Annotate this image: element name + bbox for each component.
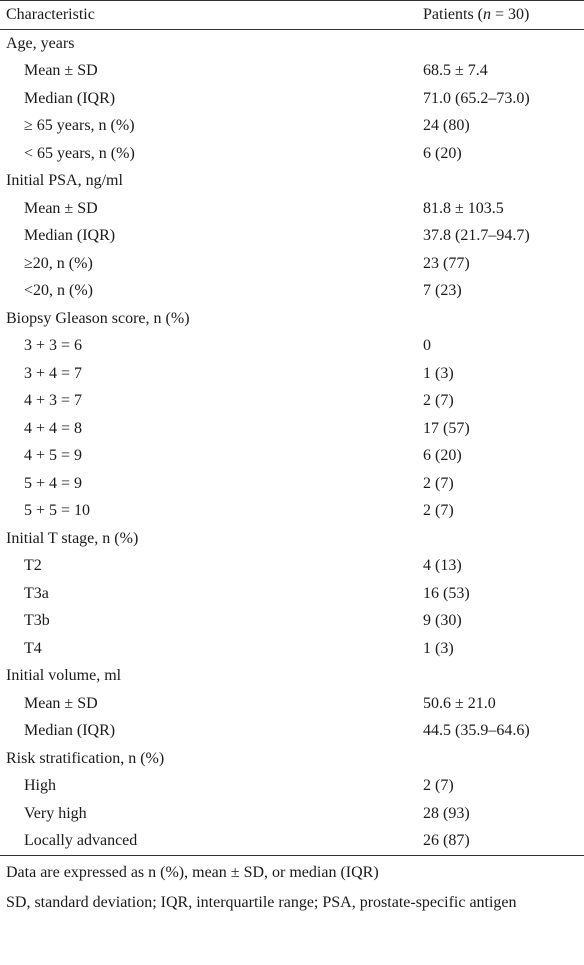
row-value: 50.6 ± 21.0 (423, 694, 496, 712)
row-value: 24 (80) (423, 117, 470, 134)
table-row (0, 140, 584, 168)
section-label: Risk stratification, n (%) (6, 749, 165, 767)
row-value: 9 (30) (423, 612, 462, 629)
row-label: T2 (24, 557, 42, 574)
table-row (0, 717, 584, 745)
row-label: T3b (24, 612, 50, 629)
table-row (0, 497, 584, 525)
row-value: 4 (13) (423, 557, 462, 574)
table-footnotes (0, 856, 584, 916)
row-value: 0 (423, 337, 431, 354)
section-label: Age, years (6, 34, 75, 52)
row-value: 68.5 ± 7.4 (423, 62, 488, 79)
row-value: 37.8 (21.7–94.7) (423, 227, 530, 244)
table-row (0, 552, 584, 580)
row-label: T3a (24, 584, 49, 602)
table-header (0, 1, 584, 30)
table-row (0, 85, 584, 113)
row-label: Mean ± SD (24, 199, 98, 217)
table-row (0, 800, 584, 828)
row-value (423, 525, 584, 553)
table-body (0, 29, 584, 855)
row-label: Very high (24, 804, 87, 822)
section-row (0, 745, 584, 773)
row-label: Locally advanced (0, 827, 423, 855)
row-value: 26 (87) (423, 827, 584, 855)
row-label: Mean ± SD (24, 62, 98, 79)
table-row (0, 57, 584, 85)
section-row (0, 525, 584, 553)
header-patients-suffix: = 30) (491, 6, 530, 23)
row-label: Median (IQR) (24, 227, 116, 244)
table-row (0, 195, 584, 223)
row-value: 7 (23) (423, 282, 462, 299)
table-row (0, 470, 584, 498)
row-label: 3 + 3 = 6 (24, 337, 83, 354)
row-value: 44.5 (35.9–64.6) (423, 722, 530, 739)
row-value: 1 (3) (423, 364, 454, 382)
table-row (0, 607, 584, 635)
row-label: ≥ 65 years, n (%) (24, 117, 135, 134)
row-value (423, 305, 584, 333)
table-row (0, 112, 584, 140)
row-label: 5 + 5 = 10 (24, 502, 91, 519)
row-value: 16 (53) (423, 584, 470, 602)
row-label: 3 + 4 = 7 (24, 364, 83, 382)
row-value: 71.0 (65.2–73.0) (423, 89, 530, 107)
row-label: ≥20, n (%) (24, 254, 93, 272)
row-label: 4 + 4 = 8 (24, 419, 83, 437)
row-label: Mean ± SD (24, 694, 98, 712)
section-row (0, 662, 584, 690)
table-row (0, 580, 584, 608)
section-label: Initial T stage, n (%) (6, 529, 139, 547)
section-label: Initial volume, ml (6, 667, 122, 684)
section-label: Biopsy Gleason score, n (%) (6, 309, 190, 327)
table-row (0, 415, 584, 443)
table-row (0, 332, 584, 360)
header-patients-n: n (483, 6, 491, 23)
footnote: SD, standard deviation; IQR, interquartile range; PSA, prostate-specific antigen (6, 893, 517, 911)
table-row (0, 690, 584, 718)
row-value: 1 (3) (423, 639, 454, 657)
header-patients-prefix: Patients ( (423, 6, 483, 23)
row-value: 2 (7) (423, 777, 454, 794)
row-value: 6 (20) (423, 144, 462, 162)
row-label: 4 + 5 = 9 (24, 447, 83, 464)
table-row (0, 827, 584, 855)
table-row (0, 360, 584, 388)
row-label: High (24, 777, 56, 794)
row-value: 2 (7) (423, 474, 454, 492)
row-value (423, 167, 584, 195)
table-row (0, 772, 584, 800)
header-patients (423, 1, 584, 30)
table-row (0, 442, 584, 470)
row-label: <20, n (%) (24, 282, 94, 299)
table-row (0, 222, 584, 250)
row-value: 2 (7) (423, 502, 454, 519)
header-characteristic: Characteristic (0, 1, 423, 30)
row-label: 4 + 3 = 7 (24, 392, 83, 409)
row-value: 23 (77) (423, 254, 470, 272)
section-row (0, 29, 584, 57)
row-value: 17 (57) (423, 419, 470, 437)
row-value: 28 (93) (423, 804, 470, 822)
row-label: 5 + 4 = 9 (24, 474, 83, 492)
footnote: Data are expressed as n (%), mean ± SD, or median (IQR) (6, 863, 379, 881)
section-row (0, 167, 584, 195)
table-row (0, 250, 584, 278)
row-value (423, 745, 584, 773)
row-label: T4 (24, 639, 42, 657)
row-label: < 65 years, n (%) (24, 144, 135, 162)
table-row (0, 635, 584, 663)
section-row (0, 305, 584, 333)
row-label: Median (IQR) (24, 89, 116, 107)
header-row (0, 1, 584, 30)
section-label: Initial PSA, ng/ml (6, 172, 123, 189)
row-value (423, 662, 584, 690)
row-label: Median (IQR) (24, 722, 116, 739)
table-row (0, 277, 584, 305)
table-row (0, 387, 584, 415)
row-value: 6 (20) (423, 447, 462, 464)
row-value (423, 29, 584, 57)
row-value: 2 (7) (423, 392, 454, 409)
row-value: 81.8 ± 103.5 (423, 199, 504, 217)
